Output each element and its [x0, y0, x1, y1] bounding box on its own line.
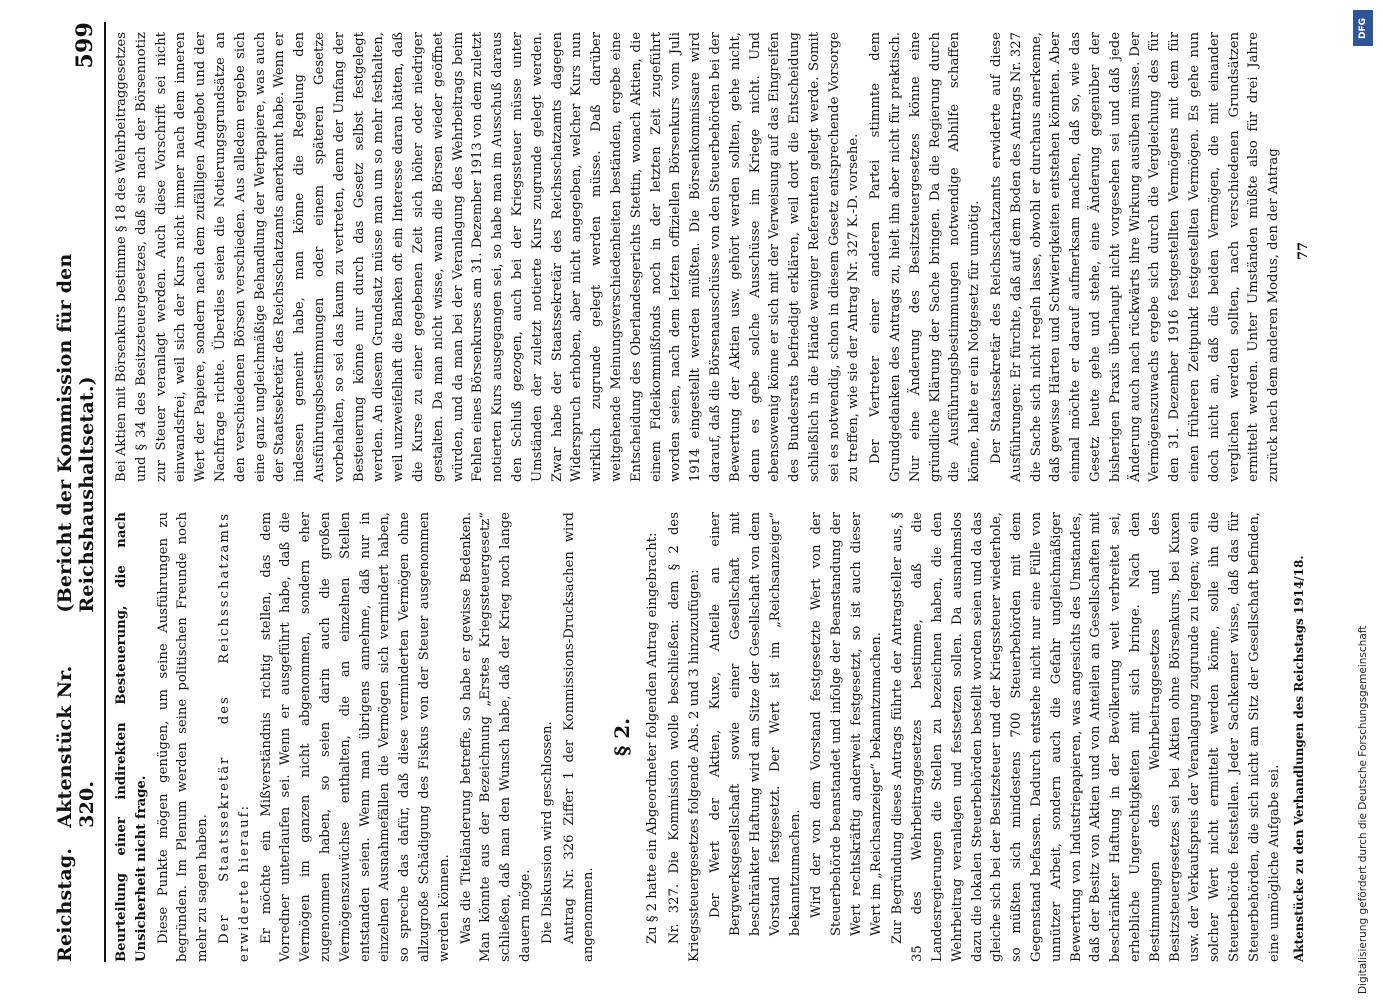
quoted-paragraph: Wird der von dem Vorstand festgesetzte Wert von der Steuerbehörde beanstandet und infolge der Beanstandung der Wert rechtskräftig anderweit festgesetzt, so ist auch dieser Wert im „Reichsanzeiger“ bekanntzumachen.: [809, 512, 884, 936]
paragraph: Beurteilung einer indirekten Besteuerung, die nach Unsicherheit nicht frage.: [114, 512, 149, 962]
right-text-column: [112, 32, 1292, 482]
digitization-credit: Digitalisierung gefördert durch die Deutsche Forschungsgemeinschaft: [1357, 625, 1369, 994]
section-heading: § 2.: [610, 717, 635, 757]
digitization-sidebar: [1351, 6, 1377, 994]
paragraph: Der Staatssekretär des Reichsschatzamts erwiderte hierauf:: [216, 512, 252, 962]
paragraph: Zur Begründung dieses Antrags führte der Antragsteller aus, § 35 des Wehrbeitraggesetzes bestimme, daß die Landesregierungen die Stellen zu bezeichnen haben, die den Wehrbeitrag veranlagen und festsetzen sollen. Da ausnahmslos dazu die lokalen Steuerbehörden bestellt worden seien und da das gleiche sich bei der Besitzsteuer und der Kriegssteuer wiederhole, so müßten sich mindestens 700 Steuerbehörden mit dem Gegenstand befassen. Dadurch entstehe nicht nur eine Fülle von unnützer Arbeit, sondern auch die Gefahr ungleichmäßiger Bewertung von Industriepapieren, was angesichts des Umstandes, daß der Besitz von Aktien und von Anteilen an Gesellschaften mit beschränkter Haftung in der Bevölkerung weit verbreitet sei, erhebliche Ungerechtigkeiten mit sich bringe. Nach den Bestimmungen des Wehrbeitraggesetzes und des Besitzsteuergesetzes sei bei Aktien ohne Börsenkurs, bei Kuxen usw. der Verkaufspreis der Veranlagung zugrunde zu legen; wo ein solcher Wert nicht ermittelt werden könne, solle ihn die Steuerbehörde feststellen. Jeder Sachkenner wisse, daß das für Steuerbehörden, die sich nicht am Sitz der Gesellschaft befinden, eine unmögliche Aufgabe sei.: [890, 512, 1282, 962]
paragraph: Er möchte ein Mißverständnis richtig stellen, das dem Vorredner unterlaufen sei. Wenn er ausgeführt habe, daß die Vermögen im ganzen nicht abgenommen, sondern eher zugenommen haben, so seien darin auch die großen Vermögenszuwüchse enthalten, die an einzelnen Stellen entstanden seien. Wenn man übrigens annehme, daß nur in einzelnen Ausnahmefällen die Vermögen sich vermindert haben, so spreche das dafür, daß diese verminderten Vermögen ohne allzugroße Schädigung des Fiskus von der Steuer ausgenommen werden können.: [258, 512, 452, 962]
paragraph: Zu § 2 hatte ein Abgeordneter folgenden Antrag eingebracht:: [644, 532, 660, 944]
paragraph: Nr. 327. Die Kommission wolle beschließen: dem § 2 des Kriegssteuergesetzes folgende Abs. 2 und 3 hinzuzufügen:: [666, 512, 702, 962]
header-left-text: Reichstag.: [54, 847, 76, 962]
header-right-text: (Bericht der Kommission für den Reichshaushaltsetat.): [54, 253, 98, 613]
page-signature: 77: [1296, 241, 1311, 260]
header-rule: [104, 22, 106, 962]
paragraph: Bei Aktien mit Börsenkurs bestimme § 18 des Wehrbeitraggesetzes und § 34 des Besitzsteuergesetzes, daß sie nach der Börsennotiz zur Steuer veranlagt werden. Auch diese Vorschrift sei nicht einwandsfrei, weil sich der Kurs nicht immer nach dem inneren Wert der Papiere, sondern nach dem zufälligen Angebot und der Nachfrage richte. Überdies seien die Notierungsgrundsätze an den verschiedenen Börsen verschieden. Aus alledem ergebe sich eine ganz ungleichmäßige Behandlung der Wertpapiere, was auch der Staatssekretär des Reichsschatzamts anerkannt habe. Wenn er indessen gemeint habe, man könne die Regelung den Ausführungsbestimmungen oder einem späteren Gesetze vorbehalten, so sei das kaum zu vertreten, denn der Umfang der Besteuerung könne nur durch das Gesetz selbst festgelegt werden. An diesem Grundsatz müsse man um so mehr festhalten, weil unzweifelhaft die Banken oft ein Interesse daran hätten, daß die Kurse zu einer gegebenen Zeit sich höher oder niedriger gestalten. Da man nicht wisse, wann die Börsen wieder geöffnet würden, und da man bei der Veranlagung des Wehrbeitrags beim Fehlen eines Börsenkurses am 31. Dezember 1913 von dem zuletzt notierten Kurs ausgegangen sei, so habe man im Ausschuß daraus den Schluß gezogen, auch bei der Kriegssteuer müsse unter Umständen der zuletzt notierte Kurs zugrunde gelegt werden. Zwar habe der Staatssekretär des Reichsschatzamts dagegen Widerspruch erhoben, aber nicht angegeben, welcher Kurs nun wirklich zugrunde gelegt werden müsse. Daß darüber weitgehende Meinungsverschiedenheiten beständen, ergebe eine Entscheidung des Oberlandesgerichts Stettin, wonach Aktien, die einem Fideikommißfonds noch in der letzten Zeit zugeführt worden seien, nach dem letzten offiziellen Börsenkurs vom Juli 1914 eingestellt werden müßten. Die Börsenkommissare wird darauf, daß die Börsenausschüsse von den Steuerbehörden bei der Bewertung der Aktien usw. gehört werden sollten, gehe nicht, denn es gebe solche Ausschüsse im Kriege nicht. Und ebensowenig könne er sich mit der Verweisung auf das Eingreifen des Bundesrats befriedigt erklären, weil dort die Entscheidung schließlich in die Hände weniger Referenten gelegt werde. Somit sei es notwendig, schon in diesem Gesetz entsprechende Vorsorge zu treffen, wie sie der Antrag Nr. 327 K.-D. vorsehe.: [114, 32, 862, 482]
running-header: [54, 22, 98, 962]
left-text-column: [112, 512, 1307, 962]
paragraph: Der Staatssekretär des Reichsschatzamts erwiderte auf diese Ausführungen: Er fürchte, daß auf dem Boden des Antrags Nr. 327 die Sache sich nicht regeln lasse, obwohl er durchaus anerkenne, daß gewisse Härten und Schwierigkeiten entstehen könnten. Aber einmal möchte er darauf aufmerksam machen, daß so, wie das Gesetz heute gehe und stehe, eine Änderung gegenüber der bisherigen Praxis überhaupt nicht vorgesehen sei und daß jede Änderung auch nach rückwärts ihre Wirkung ausüben müsse. Der Vermögenszuwachs ergebe sich durch die Vergleichung des für den 31. Dezember 1916 festgestellten Vermögens mit dem für einen früheren Zeitpunkt festgestellten Vermögen. Es gehe nun doch nicht an, daß die beiden Vermögen, die mit einander verglichen werden sollten, nach verschiedenen Grundsätzen ermittelt werden. Unter Umständen müßte also für drei Jahre zurück nach dem anderen Modus, den der Antrag: [989, 32, 1282, 482]
paragraph: Was die Titeländerung betreffe, so habe er gewisse Bedenken. Man könnte aus der Bezeichnung „Erstes Kriegssteuergesetz“ schließen, daß man den Wunsch habe, daß der Krieg noch lange dauern möge.: [458, 512, 533, 962]
footnote: Aktenstücke zu den Verhandlungen des Reichstags 1914/18.: [1292, 555, 1307, 962]
paragraph: Antrag Nr. 326 Ziffer 1 der Kommissions-Drucksachen wird angenommen.: [561, 512, 597, 962]
paragraph: Die Diskussion wird geschlossen.: [539, 721, 555, 944]
paragraph: Diese Punkte mögen genügen, um seine Ausführungen zu begründen. Im Plenum werden seine politischen Freunde noch mehr zu sagen haben.: [155, 512, 211, 962]
dfg-logo-icon: DFG: [1353, 10, 1373, 46]
paragraph: Der Vertreter einer anderen Partei stimmte dem Grundgedanken des Antrags zu, hielt ihn aber nicht für praktisch. Nur eine Änderung des Besitzsteuergesetzes könne eine gründliche Klärung der Sache bringen. Da die Regierung durch die Ausführungsbestimmungen notwendige Abhilfe schaffen könne, halte er ein Notgesetz für unnötig.: [868, 32, 983, 482]
header-center-text: Aktenstück Nr. 320.: [54, 665, 98, 828]
quoted-paragraph: Der Wert der Aktien, Kuxe, Anteile an einer Bergwerksgesellschaft sowie einer Gesellschaft mit beschränkter Haftung wird am Sitze der Gesellschaft von dem Vorstand festgesetzt. Der Wert ist im „Reichsanzeiger“ bekanntzumachen.: [708, 512, 803, 936]
page-number: 599: [72, 22, 98, 69]
